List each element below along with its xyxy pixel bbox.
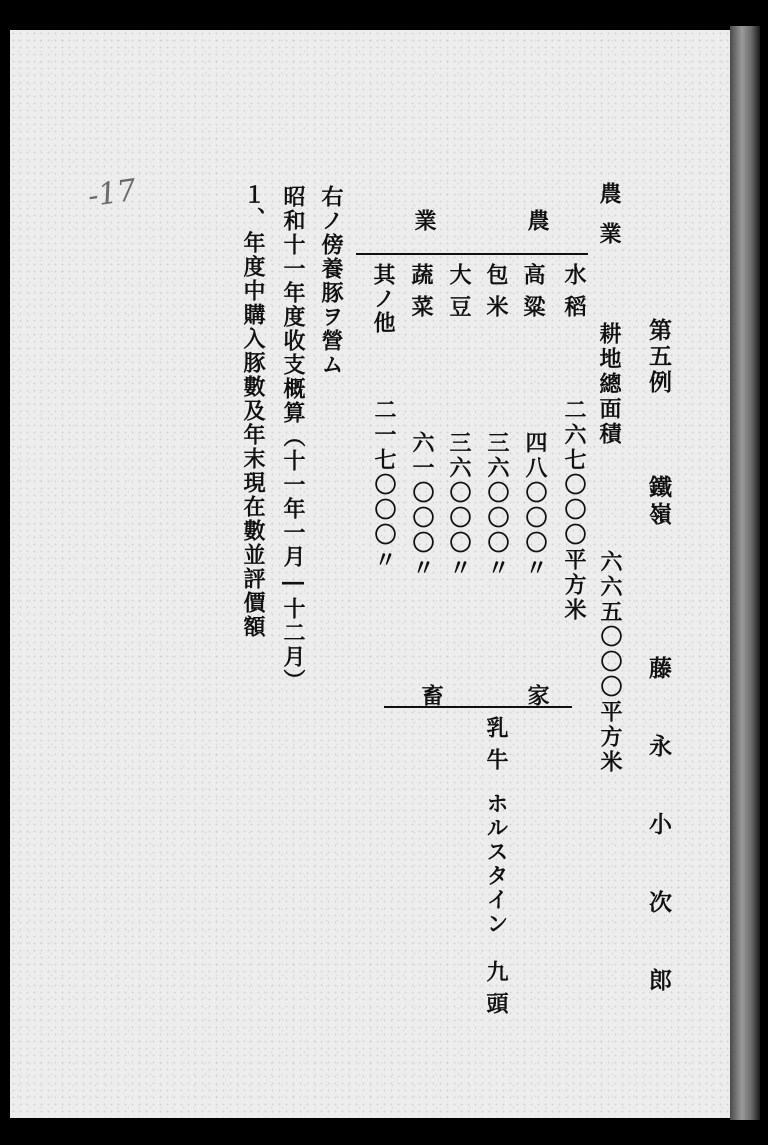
place-name: 鐵嶺 [645, 475, 672, 529]
area-label: 耕地總面積 [596, 322, 622, 447]
crop-value: 二一七〇〇〇〃 [371, 398, 396, 573]
livestock-breed: ホルスタイン [483, 792, 509, 936]
note-line-2: 昭和十一年度收支概算（十一年一月―十二月） [280, 185, 306, 693]
crop-value: 二六七〇〇〇平方米 [561, 398, 586, 623]
crop-name: 水稻 [561, 263, 587, 327]
section-1-heading: １、年度中購入豚數及年末現在數並評價額 [240, 183, 266, 639]
page-number: -17 [85, 172, 139, 215]
case-title: 第五例 [645, 318, 672, 396]
crops-rule [356, 253, 588, 255]
agriculture-heading: 農業 [596, 182, 622, 262]
crop-value: 三六〇〇〇〃 [484, 431, 509, 581]
page-binding-edge [730, 26, 760, 1120]
crop-value: 三六〇〇〇〃 [446, 431, 471, 581]
person-name: 藤永小次郎 [645, 656, 672, 1046]
area-value: 六六五〇〇〇平方米 [597, 550, 622, 775]
farm-group-label: 農 [524, 209, 550, 231]
livestock-label-a: 家 [524, 684, 550, 706]
crop-name: 蔬菜 [408, 263, 434, 327]
livestock-animal: 乳牛 [483, 716, 509, 780]
crop-name: 包米 [483, 263, 509, 327]
livestock-rule [384, 706, 572, 708]
crop-value: 四八〇〇〇〃 [522, 431, 547, 581]
crop-value: 六一〇〇〇〃 [409, 431, 434, 581]
livestock-count: 九頭 [483, 960, 509, 1024]
note-line-1: 右ノ傍養豚ヲ營ム [318, 185, 344, 377]
livestock-label-b: 畜 [418, 684, 444, 706]
crop-name: 其ノ他 [370, 263, 396, 335]
crop-name: 高粱 [520, 263, 546, 327]
crop-name: 大豆 [446, 263, 472, 327]
crops-group-label: 業 [411, 209, 437, 231]
